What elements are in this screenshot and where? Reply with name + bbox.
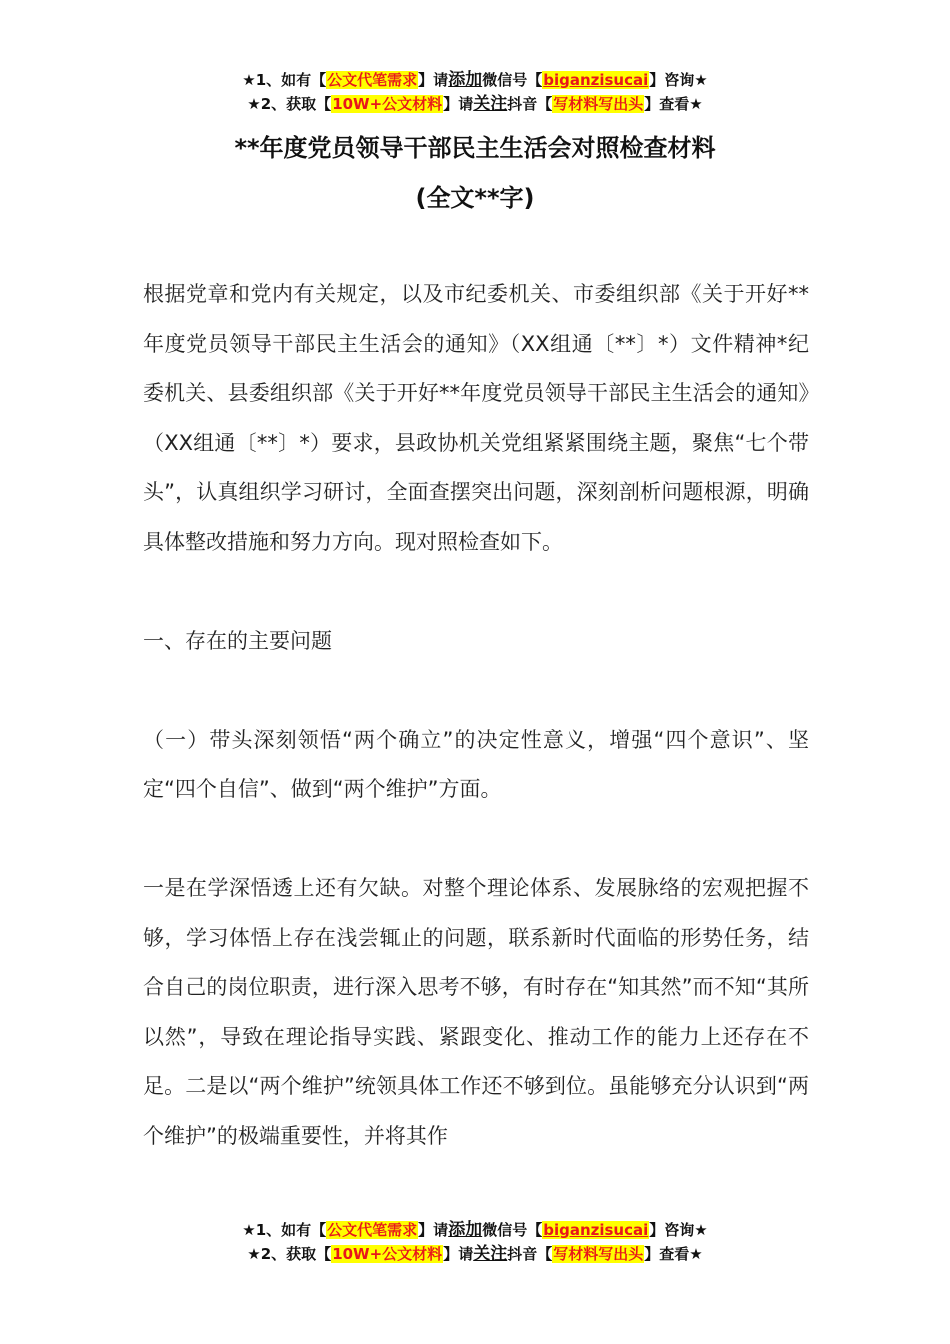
promo-text: 微信号【 (482, 1221, 543, 1239)
promo-text: ★2、获取【 (247, 95, 332, 113)
section-heading: 一、存在的主要问题 (143, 628, 332, 653)
promo-highlight-service: 公文代笔需求 (327, 1221, 418, 1239)
bottom-promo-banner (0, 1218, 950, 1266)
promo-line-1 (0, 68, 950, 92)
promo-highlight-service: 公文代笔需求 (327, 71, 418, 89)
promo-emphasis: 添加 (448, 70, 483, 90)
promo-text: 】请 (418, 1221, 449, 1239)
promo-text: ★1、如有【 (242, 1221, 327, 1239)
promo-line-2 (0, 1242, 950, 1266)
promo-text: 抖音【 (507, 95, 553, 113)
promo-line-1 (0, 1218, 950, 1242)
promo-text: ★1、如有【 (242, 71, 327, 89)
promo-highlight-materials: 10W+公文材料 (332, 1245, 443, 1263)
document-subtitle: (全文**字) (415, 184, 535, 212)
body-paragraph: 一是在学深悟透上还有欠缺。对整个理论体系、发展脉络的宏观把握不够，学习体悟上存在浅尝辄止的问题，联系新时代面临的形势任务，结合自己的岗位职责，进行深入思考不够，有时存在“知其然”而不知“其所以然”，导致在理论指导实践、紧跟变化、推动工作的能力上还存在不足。二是以“两个维护”统领具体工作还不够到位。虽能够充分认识到“两个维护”的极端重要性，并将其作 (143, 876, 809, 1148)
promo-text: 】咨询★ (649, 1221, 708, 1239)
promo-text: ★2、获取【 (247, 1245, 332, 1263)
promo-text: 抖音【 (507, 1245, 553, 1263)
promo-text: 】请 (443, 1245, 474, 1263)
promo-text: 微信号【 (482, 71, 543, 89)
promo-highlight-douyin[interactable]: 写材料写出头 (553, 1245, 644, 1263)
promo-highlight-douyin[interactable]: 写材料写出头 (553, 95, 644, 113)
promo-text: 】查看★ (644, 1245, 703, 1263)
promo-line-2 (0, 92, 950, 116)
subsection-heading: （一）带头深刻领悟“两个确立”的决定性意义，增强“四个意识”、坚定“四个自信”、做到“两个维护”方面。 (143, 727, 809, 801)
document-title: **年度党员领导干部民主生活会对照检查材料 (234, 134, 716, 162)
intro-paragraph: 根据党章和党内有关规定，以及市纪委机关、市委组织部《关于开好**年度党员领导干部民主生活会的通知》（XX组通〔**〕*）文件精神*纪委机关、县委组织部《关于开好**年度党员领导干部民主生活会的通知》（XX组通〔**〕*）要求，县政协机关党组紧紧围绕主题，聚焦“七个带头”，认真组织学习研讨，全面查摆突出问题，深刻剖析问题根源，明确具体整改措施和努力方向。现对照检查如下。 (143, 282, 809, 554)
promo-highlight-wechat-id[interactable]: biganzisucai (543, 71, 649, 89)
document-body (143, 270, 809, 1161)
promo-text: 】请 (443, 95, 474, 113)
promo-text: 】查看★ (644, 95, 703, 113)
promo-emphasis: 关注 (473, 94, 508, 114)
promo-text: 】咨询★ (649, 71, 708, 89)
promo-highlight-wechat-id[interactable]: biganzisucai (543, 1221, 649, 1239)
promo-emphasis: 关注 (473, 1244, 508, 1264)
promo-emphasis: 添加 (448, 1220, 483, 1240)
promo-text: 】请 (418, 71, 449, 89)
top-promo-banner (0, 68, 950, 116)
promo-highlight-materials: 10W+公文材料 (332, 95, 443, 113)
